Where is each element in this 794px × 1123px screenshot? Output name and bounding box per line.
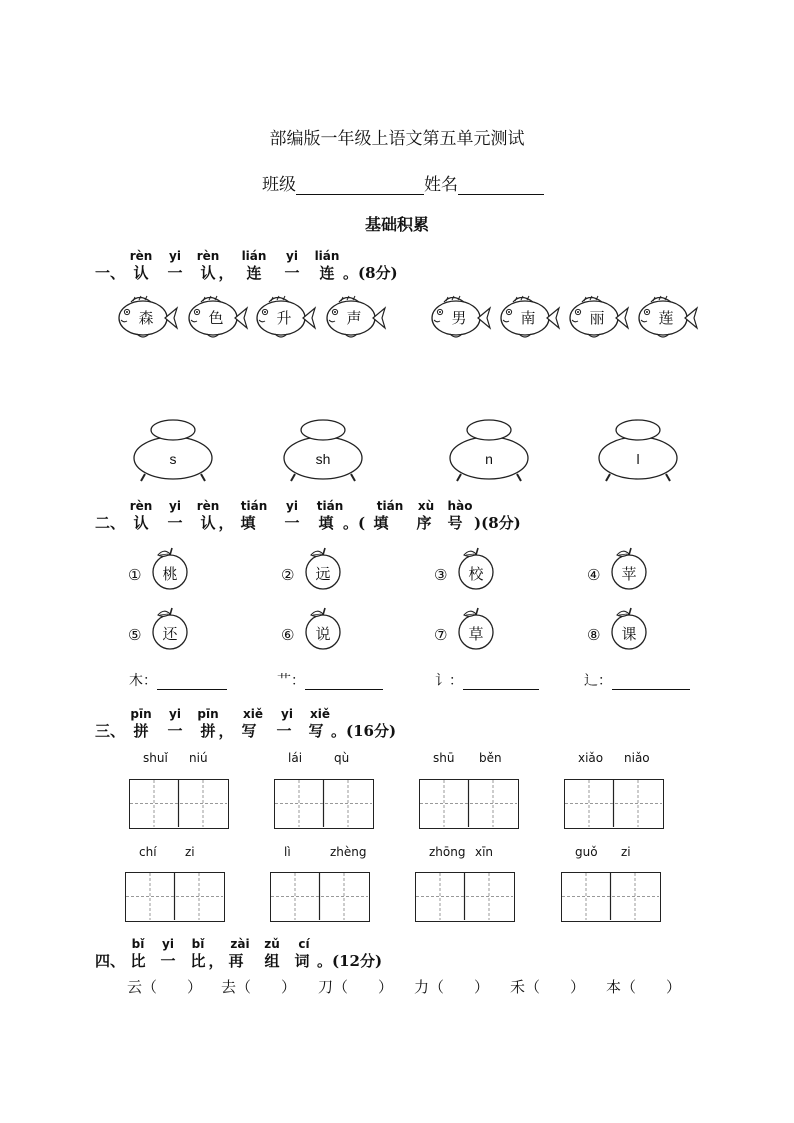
pinyin: lián bbox=[314, 249, 340, 263]
word-item[interactable]: 禾（ ） bbox=[510, 978, 586, 996]
heading-char: 认 bbox=[133, 514, 149, 532]
fish-char: 男 bbox=[451, 309, 467, 327]
apple-char: 远 bbox=[315, 565, 331, 583]
writing-grid[interactable] bbox=[129, 779, 229, 829]
name-blank[interactable] bbox=[458, 176, 544, 195]
name-label: 姓名 bbox=[424, 175, 458, 195]
pinyin: tián bbox=[316, 499, 344, 513]
heading-char: 一 bbox=[167, 722, 183, 740]
fish-card[interactable] bbox=[566, 294, 628, 338]
grid-pinyin: zi bbox=[621, 845, 631, 859]
heading-char: 拼 bbox=[200, 722, 216, 740]
apple-card[interactable] bbox=[301, 606, 345, 650]
pot-letter: s bbox=[169, 451, 177, 467]
s3-number: 三、 bbox=[95, 722, 126, 740]
heading-char: 拼 bbox=[133, 722, 149, 740]
writing-grid[interactable] bbox=[125, 872, 225, 922]
pinyin: rèn bbox=[129, 499, 153, 513]
apple-char: 还 bbox=[162, 625, 178, 643]
item-number: ③ bbox=[434, 566, 448, 584]
writing-grid[interactable] bbox=[415, 872, 515, 922]
heading-char: 认 bbox=[133, 264, 149, 282]
heading-char: 连 bbox=[319, 264, 335, 282]
pinyin: xù bbox=[417, 499, 435, 513]
radical-cao: 艹： bbox=[277, 670, 383, 690]
pot-card[interactable] bbox=[283, 416, 363, 482]
comma: ， bbox=[218, 264, 234, 282]
fish-char: 森 bbox=[138, 309, 154, 327]
pinyin: bǐ bbox=[191, 937, 205, 951]
radical-mu: 木： bbox=[129, 670, 227, 690]
grid-pinyin: lì bbox=[284, 845, 291, 859]
fish-char: 莲 bbox=[658, 309, 674, 327]
radical-yan: 讠： bbox=[435, 670, 539, 690]
grid-pinyin: chí bbox=[139, 845, 157, 859]
grid-pinyin: guǒ bbox=[575, 845, 598, 859]
pinyin: yi bbox=[286, 499, 298, 513]
comma: ， bbox=[208, 952, 224, 970]
apple-card[interactable] bbox=[607, 546, 651, 590]
pinyin: rèn bbox=[129, 249, 153, 263]
heading-char: 一 bbox=[160, 952, 176, 970]
apple-char: 校 bbox=[468, 565, 484, 583]
writing-grid[interactable] bbox=[561, 872, 661, 922]
fish-card[interactable] bbox=[635, 294, 697, 338]
apple-card[interactable] bbox=[607, 606, 651, 650]
item-number: ② bbox=[281, 566, 295, 584]
paren-open: 。( bbox=[343, 514, 366, 532]
item-number: ⑤ bbox=[128, 626, 142, 644]
pinyin: yi bbox=[169, 707, 181, 721]
writing-grid[interactable] bbox=[274, 779, 374, 829]
pinyin: cí bbox=[298, 937, 310, 951]
grid-pinyin: lái bbox=[288, 751, 303, 765]
s2-number: 二、 bbox=[95, 514, 126, 532]
page-title: 部编版一年级上语文第五单元测试 bbox=[269, 129, 525, 149]
heading-char: 序 bbox=[416, 514, 432, 532]
word-item[interactable]: 力（ ） bbox=[414, 978, 490, 996]
s3-score: 。(16分) bbox=[331, 722, 397, 740]
pinyin: hào bbox=[447, 499, 473, 513]
heading-char: 认 bbox=[200, 264, 216, 282]
heading-char: 填 bbox=[373, 514, 389, 532]
pinyin: rèn bbox=[196, 499, 220, 513]
apple-card[interactable] bbox=[454, 606, 498, 650]
class-blank[interactable] bbox=[296, 176, 424, 195]
pinyin: yi bbox=[162, 937, 174, 951]
apple-char: 苹 bbox=[621, 565, 637, 583]
fish-card[interactable] bbox=[115, 294, 177, 338]
item-number: ① bbox=[128, 566, 142, 584]
heading-char: 一 bbox=[284, 264, 300, 282]
pinyin: yi bbox=[281, 707, 293, 721]
apple-card[interactable] bbox=[148, 606, 192, 650]
grid-pinyin: niǎo bbox=[624, 751, 650, 765]
heading-char: 连 bbox=[246, 264, 262, 282]
pot-letter: l bbox=[636, 451, 640, 467]
grid-pinyin: xīn bbox=[475, 845, 494, 859]
pinyin: zài bbox=[230, 937, 250, 951]
radical-chuo: 辶： bbox=[584, 670, 690, 690]
pinyin: yi bbox=[169, 249, 181, 263]
pinyin: rèn bbox=[196, 249, 220, 263]
s4-score: 。(12分) bbox=[317, 952, 383, 970]
heading-char: 再 bbox=[228, 952, 244, 970]
pinyin: tián bbox=[240, 499, 268, 513]
s4-number: 四、 bbox=[95, 952, 126, 970]
heading-char: 一 bbox=[167, 514, 183, 532]
s1-score: 。(8分) bbox=[343, 264, 398, 282]
comma: ， bbox=[218, 722, 234, 740]
pot-card[interactable] bbox=[598, 416, 678, 482]
word-item[interactable]: 去（ ） bbox=[221, 978, 297, 996]
grid-pinyin: zi bbox=[185, 845, 195, 859]
s2-score: )(8分) bbox=[474, 514, 521, 532]
heading-char: 一 bbox=[167, 264, 183, 282]
grid-pinyin: niú bbox=[189, 751, 208, 765]
section-subtitle: 基础积累 bbox=[364, 215, 429, 234]
answer-line[interactable] bbox=[157, 675, 227, 690]
fish-card[interactable] bbox=[428, 294, 490, 338]
fish-card[interactable] bbox=[497, 294, 559, 338]
fish-char: 升 bbox=[276, 309, 292, 327]
heading-char: 填 bbox=[318, 514, 334, 532]
apple-char: 桃 bbox=[162, 565, 178, 583]
writing-grid[interactable] bbox=[419, 779, 519, 829]
class-label: 班级 bbox=[262, 175, 296, 195]
item-number: ⑦ bbox=[434, 626, 448, 644]
pinyin: zǔ bbox=[264, 937, 280, 951]
writing-grid[interactable] bbox=[564, 779, 664, 829]
pinyin: xiě bbox=[243, 707, 263, 721]
heading-char: 一 bbox=[284, 514, 300, 532]
writing-grid[interactable] bbox=[270, 872, 370, 922]
word-item[interactable]: 云（ ） bbox=[127, 978, 203, 996]
grid-pinyin: zhèng bbox=[330, 845, 367, 859]
comma: ， bbox=[218, 514, 234, 532]
pinyin: pīn bbox=[197, 707, 219, 721]
pinyin: xiě bbox=[310, 707, 330, 721]
pinyin: bǐ bbox=[131, 937, 145, 951]
heading-char: 认 bbox=[200, 514, 216, 532]
fish-card[interactable] bbox=[323, 294, 385, 338]
heading-char: 写 bbox=[241, 722, 257, 740]
pot-card[interactable] bbox=[133, 416, 213, 482]
item-number: ⑧ bbox=[587, 626, 601, 644]
class-name-line bbox=[262, 170, 544, 195]
apple-char: 课 bbox=[621, 625, 637, 643]
pot-card[interactable] bbox=[449, 416, 529, 482]
apple-card[interactable] bbox=[148, 546, 192, 590]
grid-pinyin: shuǐ bbox=[143, 751, 168, 765]
pinyin: yi bbox=[286, 249, 298, 263]
apple-card[interactable] bbox=[301, 546, 345, 590]
heading-char: 号 bbox=[447, 514, 463, 532]
heading-char: 填 bbox=[240, 514, 256, 532]
pot-letter: n bbox=[485, 451, 493, 467]
heading-char: 词 bbox=[294, 952, 310, 970]
grid-pinyin: shū bbox=[433, 751, 455, 765]
word-item[interactable]: 本（ ） bbox=[606, 978, 682, 996]
grid-pinyin: běn bbox=[479, 751, 502, 765]
grid-pinyin: zhōng bbox=[429, 845, 466, 859]
apple-char: 说 bbox=[315, 625, 331, 643]
fish-card[interactable] bbox=[253, 294, 315, 338]
answer-line[interactable] bbox=[305, 675, 383, 690]
answer-line[interactable] bbox=[612, 675, 690, 690]
heading-char: 一 bbox=[276, 722, 292, 740]
answer-line[interactable] bbox=[463, 675, 539, 690]
pinyin: lián bbox=[241, 249, 267, 263]
pot-letter: sh bbox=[315, 451, 331, 467]
heading-char: 比 bbox=[190, 952, 206, 970]
s1-number: 一、 bbox=[95, 264, 126, 282]
pinyin: yi bbox=[169, 499, 181, 513]
heading-char: 组 bbox=[264, 952, 280, 970]
apple-card[interactable] bbox=[454, 546, 498, 590]
word-item[interactable]: 刀（ ） bbox=[318, 978, 394, 996]
item-number: ⑥ bbox=[281, 626, 295, 644]
fish-char: 丽 bbox=[589, 309, 605, 327]
heading-char: 写 bbox=[308, 722, 324, 740]
fish-char: 色 bbox=[208, 309, 224, 327]
pinyin: pīn bbox=[130, 707, 152, 721]
apple-char: 草 bbox=[468, 625, 484, 643]
pinyin: tián bbox=[376, 499, 404, 513]
fish-char: 声 bbox=[346, 309, 362, 327]
fish-char: 南 bbox=[520, 309, 536, 327]
heading-char: 比 bbox=[130, 952, 146, 970]
fish-card[interactable] bbox=[185, 294, 247, 338]
grid-pinyin: xiǎo bbox=[578, 751, 604, 765]
grid-pinyin: qù bbox=[334, 751, 350, 765]
item-number: ④ bbox=[587, 566, 601, 584]
